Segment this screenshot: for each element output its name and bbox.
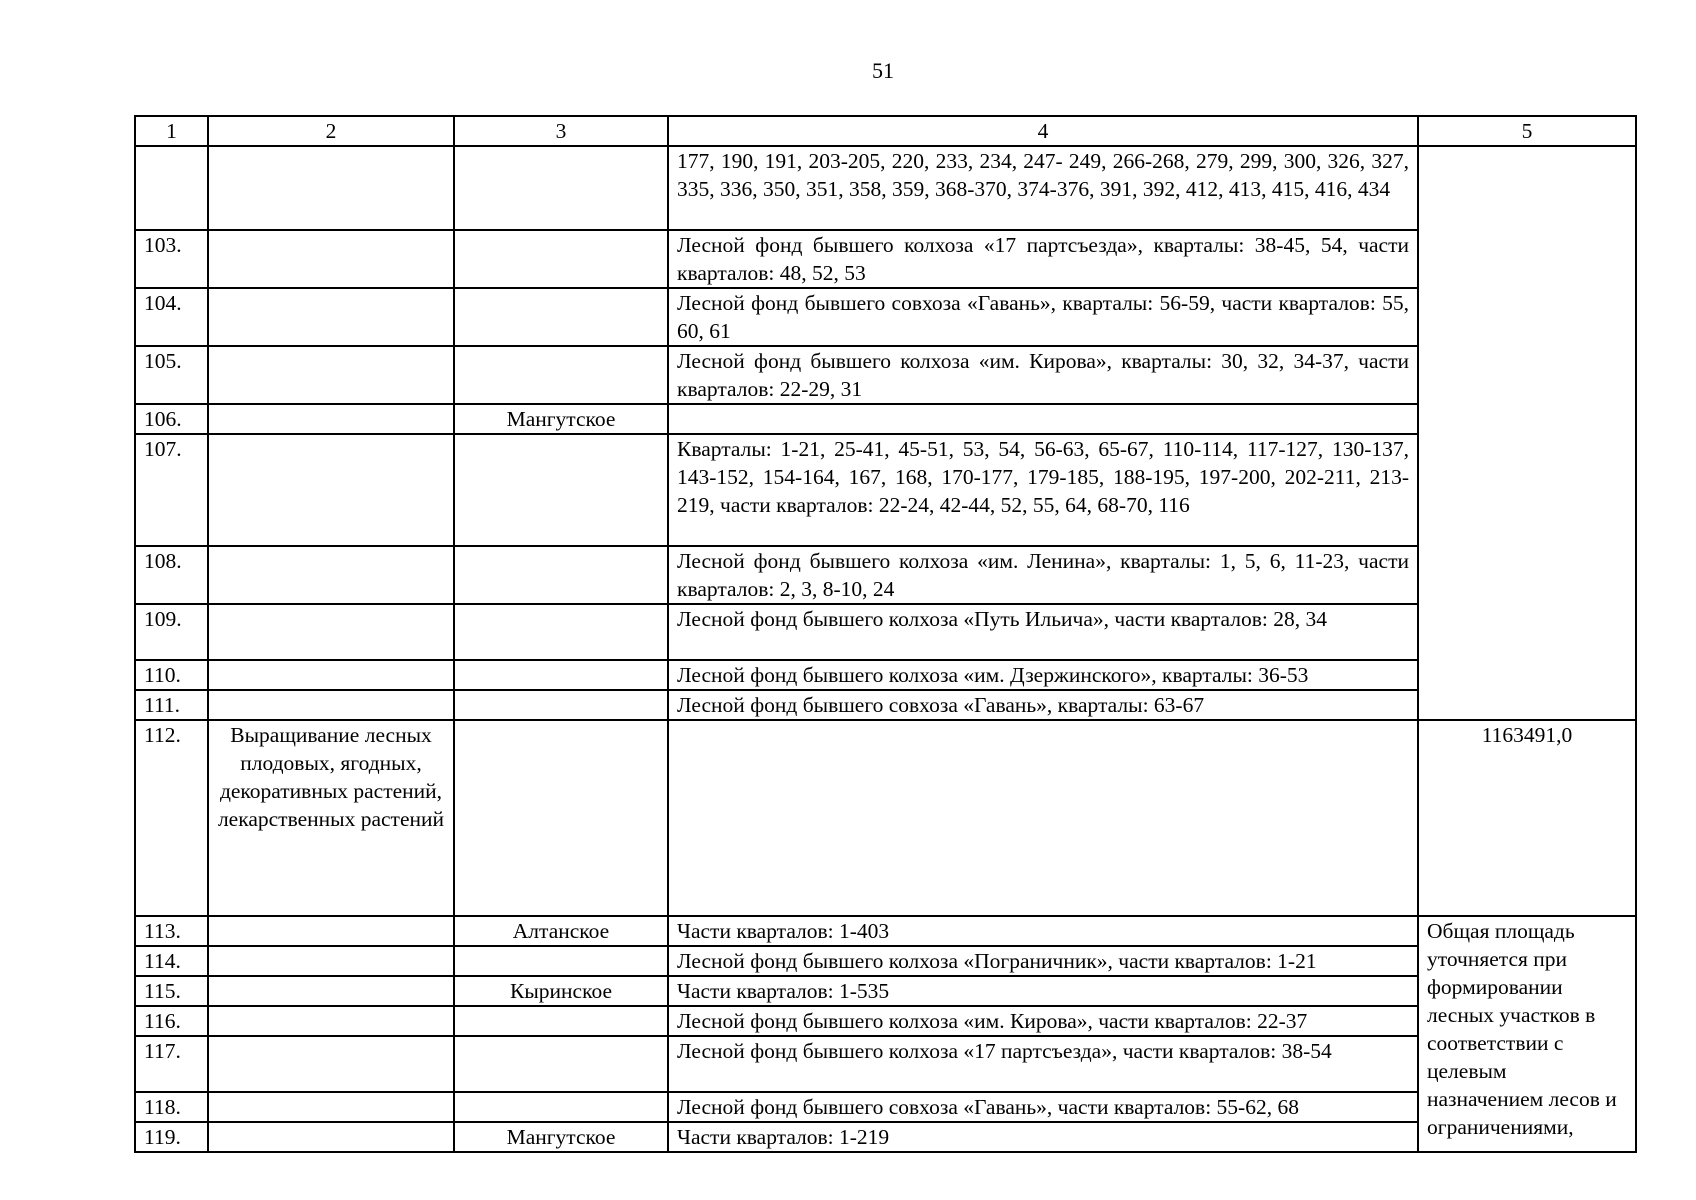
table-row	[135, 434, 1636, 546]
row-number: 117.	[135, 1036, 208, 1092]
table-row	[135, 346, 1636, 404]
table-row	[135, 660, 1636, 690]
cell-col3	[454, 1092, 668, 1122]
cell-col3: Мангутское	[454, 404, 668, 434]
cell-col2	[208, 146, 454, 230]
row-number: 105.	[135, 346, 208, 404]
table-row	[135, 976, 1636, 1006]
cell-col2	[208, 546, 454, 604]
table-row	[135, 546, 1636, 604]
cell-col2	[208, 976, 454, 1006]
cell-col4: 177, 190, 191, 203-205, 220, 233, 234, 247- 249, 266-268, 279, 299, 300, 326, 327, 335, 336, 350, 351, 358, 359, 368-370, 374-376, 391, 392, 412, 413, 415, 416, 434	[668, 146, 1418, 230]
cell-col3	[454, 720, 668, 916]
cell-col4: Лесной фонд бывшего колхоза «им. Дзержинского», кварталы: 36-53	[668, 660, 1418, 690]
table-row	[135, 1092, 1636, 1122]
cell-col4: Лесной фонд бывшего совхоза «Гавань», кварталы: 63-67	[668, 690, 1418, 720]
row-number: 116.	[135, 1006, 208, 1036]
row-number: 110.	[135, 660, 208, 690]
cell-col3: Алтанское	[454, 916, 668, 946]
cell-col4: Лесной фонд бывшего колхоза «Пограничник», части кварталов: 1-21	[668, 946, 1418, 976]
header-col-1: 1	[135, 116, 208, 146]
cell-col4: Лесной фонд бывшего колхоза «им. Ленина», кварталы: 1, 5, 6, 11-23, части кварталов: 2, 3, 8-10, 24	[668, 546, 1418, 604]
cell-col2	[208, 916, 454, 946]
table-row	[135, 946, 1636, 976]
cell-col3	[454, 346, 668, 404]
cell-col4	[668, 404, 1418, 434]
cell-col3	[454, 604, 668, 660]
cell-col4: Лесной фонд бывшего колхоза «17 партсъезда», кварталы: 38-45, 54, части кварталов: 48, 52, 53	[668, 230, 1418, 288]
cell-col2	[208, 434, 454, 546]
table-row	[135, 690, 1636, 720]
cell-col3: Кыринское	[454, 976, 668, 1006]
cell-col3	[454, 946, 668, 976]
row-number: 107.	[135, 434, 208, 546]
forest-table	[134, 115, 1637, 1153]
header-col-2: 2	[208, 116, 454, 146]
cell-col2-activity: Выращивание лесных плодовых, ягодных, декоративных растений, лекарственных растений	[208, 720, 454, 916]
cell-col3	[454, 660, 668, 690]
cell-col3	[454, 230, 668, 288]
header-col-4: 4	[668, 116, 1418, 146]
cell-col2	[208, 1092, 454, 1122]
header-col-5: 5	[1418, 116, 1636, 146]
table-row	[135, 1006, 1636, 1036]
table-row	[135, 230, 1636, 288]
header-row	[135, 116, 1636, 146]
cell-col5-empty	[1418, 146, 1636, 720]
cell-col2	[208, 604, 454, 660]
cell-col3	[454, 288, 668, 346]
cell-col2	[208, 288, 454, 346]
table-row	[135, 288, 1636, 346]
cell-col4: Лесной фонд бывшего совхоза «Гавань», кварталы: 56-59, части кварталов: 55, 60, 61	[668, 288, 1418, 346]
cell-col5-note: Общая площадь уточняется при формировании лесных участков в соответствии с целевым назначением лесов и ограничениями,	[1418, 916, 1636, 1152]
header-col-3: 3	[454, 116, 668, 146]
cell-col2	[208, 230, 454, 288]
table-row	[135, 146, 1636, 230]
cell-col3	[454, 546, 668, 604]
cell-col2	[208, 690, 454, 720]
row-number: 115.	[135, 976, 208, 1006]
cell-col4: Части кварталов: 1-219	[668, 1122, 1418, 1152]
cell-col4: Лесной фонд бывшего колхоза «им. Кирова», кварталы: 30, 32, 34-37, части кварталов: 22-29, 31	[668, 346, 1418, 404]
row-number: 119.	[135, 1122, 208, 1152]
table-row	[135, 720, 1636, 916]
cell-col2	[208, 404, 454, 434]
cell-col2	[208, 946, 454, 976]
cell-col2	[208, 1122, 454, 1152]
cell-col3: Мангутское	[454, 1122, 668, 1152]
cell-col2	[208, 1036, 454, 1092]
cell-col4: Лесной фонд бывшего колхоза «17 партсъезда», части кварталов: 38-54	[668, 1036, 1418, 1092]
cell-col4	[668, 720, 1418, 916]
page-number: 51	[872, 58, 894, 83]
row-number: 106.	[135, 404, 208, 434]
cell-col4: Части кварталов: 1-403	[668, 916, 1418, 946]
table-row	[135, 604, 1636, 660]
table-row	[135, 1122, 1636, 1152]
cell-col3	[454, 434, 668, 546]
cell-col3	[454, 1006, 668, 1036]
row-number: 108.	[135, 546, 208, 604]
row-number: 114.	[135, 946, 208, 976]
cell-col4: Лесной фонд бывшего совхоза «Гавань», части кварталов: 55-62, 68	[668, 1092, 1418, 1122]
cell-col3	[454, 1036, 668, 1092]
cell-col4: Лесной фонд бывшего колхоза «Путь Ильича», части кварталов: 28, 34	[668, 604, 1418, 660]
row-number	[135, 146, 208, 230]
row-number: 112.	[135, 720, 208, 916]
table-row	[135, 404, 1636, 434]
row-number: 109.	[135, 604, 208, 660]
cell-col4: Кварталы: 1-21, 25-41, 45-51, 53, 54, 56-63, 65-67, 110-114, 117-127, 130-137, 143-152, 154-164, 167, 168, 170-177, 179-185, 188-195, 197-200, 202-211, 213-219, части кварталов: 22-24, 42-44, 52, 55, 64, 68-70, 116	[668, 434, 1418, 546]
cell-col2	[208, 1006, 454, 1036]
row-number: 111.	[135, 690, 208, 720]
cell-col3	[454, 146, 668, 230]
row-number: 104.	[135, 288, 208, 346]
cell-col3	[454, 690, 668, 720]
cell-col2	[208, 660, 454, 690]
cell-col2	[208, 346, 454, 404]
cell-col4: Части кварталов: 1-535	[668, 976, 1418, 1006]
row-number: 118.	[135, 1092, 208, 1122]
row-number: 113.	[135, 916, 208, 946]
table-row	[135, 916, 1636, 946]
cell-col5-area: 1163491,0	[1418, 720, 1636, 916]
row-number: 103.	[135, 230, 208, 288]
cell-col4: Лесной фонд бывшего колхоза «им. Кирова», части кварталов: 22-37	[668, 1006, 1418, 1036]
table-row	[135, 1036, 1636, 1092]
